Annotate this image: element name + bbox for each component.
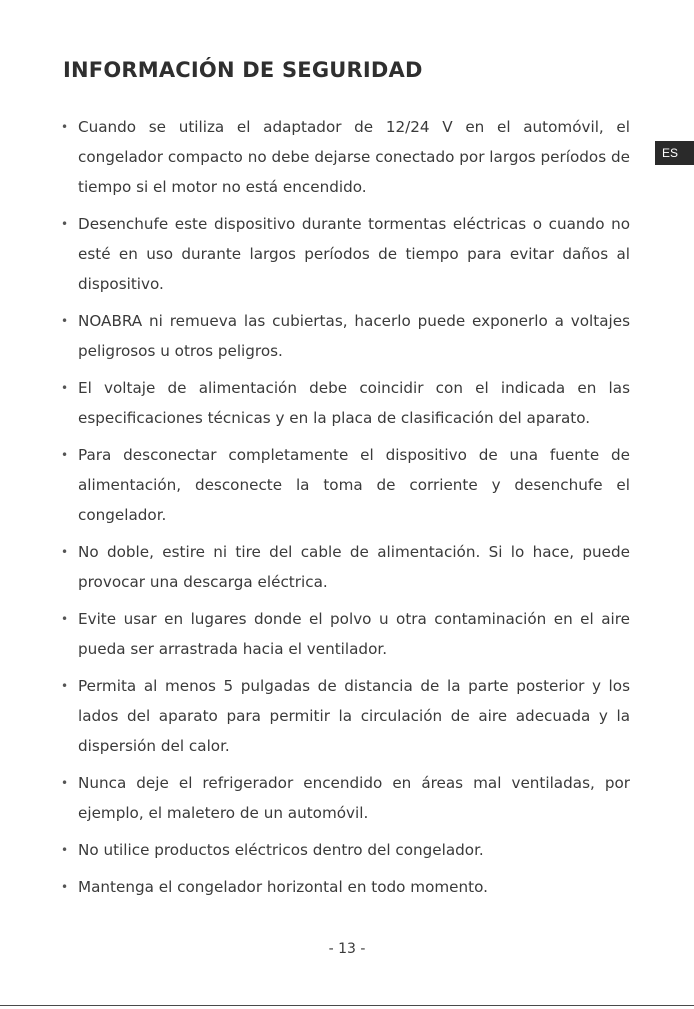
list-item (60, 768, 630, 828)
list-item (60, 112, 630, 202)
list-item (60, 604, 630, 664)
list-item-text: Permita al menos 5 pulgadas de distancia de la parte posterior y los lados del aparato para permitir la circulación de aire adecuada y la dispersión del calor. (78, 677, 630, 755)
list-item-text: No utilice productos eléctricos dentro del congelador. (78, 841, 484, 859)
bullet-icon: • (61, 448, 69, 462)
list-item-text: El voltaje de alimentación debe coincidir con el indicada en las especificaciones técnicas y en la placa de clasificación del aparato. (78, 379, 630, 427)
bullet-icon: • (61, 843, 69, 857)
bullet-icon: • (61, 545, 69, 559)
list-item (60, 872, 630, 902)
list-item (60, 373, 630, 433)
list-item (60, 671, 630, 761)
list-item-text: Cuando se utiliza el adaptador de 12/24 V en el automóvil, el congelador compacto no debe dejarse conectado por largos períodos de tiempo si el motor no está encendido. (78, 118, 630, 196)
bullet-icon: • (61, 120, 69, 134)
list-item (60, 440, 630, 530)
bullet-icon: • (61, 314, 69, 328)
list-item (60, 306, 630, 366)
safety-list (60, 112, 630, 909)
list-item-text: No doble, estire ni tire del cable de alimentación. Si lo hace, puede provocar una descarga eléctrica. (78, 543, 630, 591)
bottom-divider (0, 1005, 694, 1006)
list-item (60, 209, 630, 299)
page-title: INFORMACIÓN DE SEGURIDAD (63, 58, 423, 82)
language-tab: ES (655, 141, 694, 165)
bullet-icon: • (61, 776, 69, 790)
list-item (60, 835, 630, 865)
list-item-text: Nunca deje el refrigerador encendido en áreas mal ventiladas, por ejemplo, el maletero de un automóvil. (78, 774, 630, 822)
bullet-icon: • (61, 679, 69, 693)
list-item (60, 537, 630, 597)
bullet-icon: • (61, 381, 69, 395)
bullet-icon: • (61, 612, 69, 626)
page-number: - 13 - (328, 941, 366, 957)
list-item-text: Evite usar en lugares donde el polvo u otra contaminación en el aire pueda ser arrastrada hacia el ventilador. (78, 610, 630, 658)
list-item-text: Desenchufe este dispositivo durante tormentas eléctricas o cuando no esté en uso durante largos períodos de tiempo para evitar daños al dispositivo. (78, 215, 630, 293)
list-item-text: Mantenga el congelador horizontal en todo momento. (78, 878, 488, 896)
bullet-icon: • (61, 880, 69, 894)
bullet-icon: • (61, 217, 69, 231)
list-item-text: NOABRA ni remueva las cubiertas, hacerlo puede exponerlo a voltajes peligrosos u otros peligros. (78, 312, 630, 360)
list-item-text: Para desconectar completamente el dispositivo de una fuente de alimentación, desconecte la toma de corriente y desenchufe el congelador. (78, 446, 630, 524)
